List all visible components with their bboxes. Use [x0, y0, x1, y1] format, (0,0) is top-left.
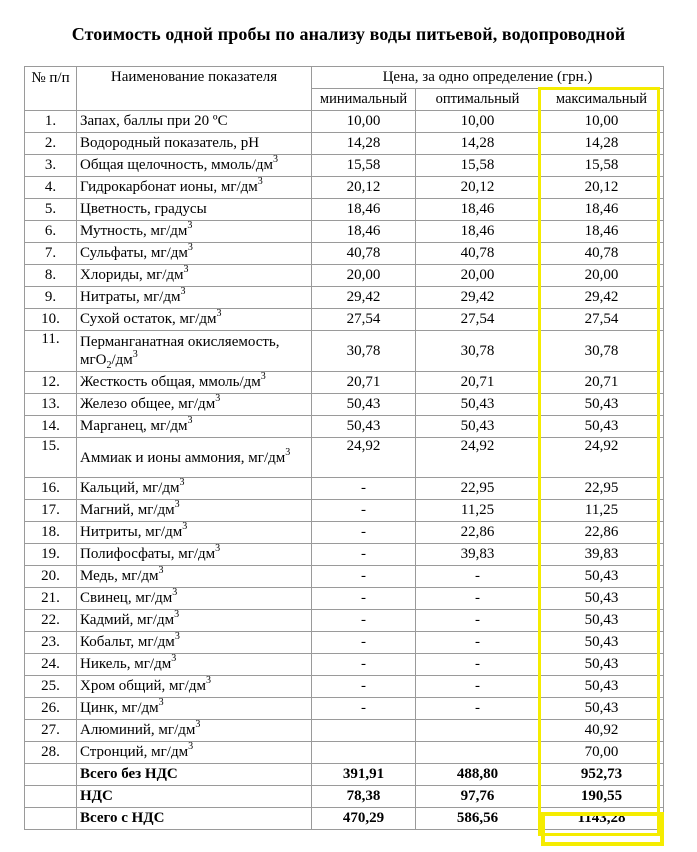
- price-max: 50,43: [540, 416, 664, 438]
- price-max: 24,92: [540, 438, 664, 478]
- price-min: -: [312, 544, 416, 566]
- row-name: [77, 676, 312, 698]
- price-max: 40,78: [540, 243, 664, 265]
- price-max: 22,95: [540, 478, 664, 500]
- row-name: [77, 654, 312, 676]
- row-name: [77, 522, 312, 544]
- row-name: [77, 309, 312, 331]
- total-opt: 586,56: [416, 808, 540, 830]
- row-number: 7.: [25, 243, 77, 265]
- price-opt: -: [416, 566, 540, 588]
- price-min: -: [312, 654, 416, 676]
- row-name-text: Алюминий, мг/дм: [80, 722, 196, 738]
- price-max: 50,43: [540, 588, 664, 610]
- row-name-text: Никель, мг/дм: [80, 656, 172, 672]
- price-opt: [416, 742, 540, 764]
- row-number: 22.: [25, 610, 77, 632]
- row-name-text: Хлориды, мг/дм: [80, 267, 184, 283]
- row-number: 27.: [25, 720, 77, 742]
- price-table: [24, 66, 664, 830]
- row-number: 20.: [25, 566, 77, 588]
- row-number: 10.: [25, 309, 77, 331]
- price-max: 29,42: [540, 287, 664, 309]
- row-name-text: Общая щелочность, ммоль/дм: [80, 157, 274, 173]
- price-opt: -: [416, 654, 540, 676]
- price-min: 20,12: [312, 177, 416, 199]
- row-name-text: Медь, мг/дм: [80, 568, 159, 584]
- header-opt: оптимальный: [416, 89, 540, 111]
- total-label: Всего с НДС: [77, 808, 312, 830]
- table-row: [25, 416, 664, 438]
- price-min: -: [312, 478, 416, 500]
- table-row: [25, 438, 664, 478]
- price-min: 20,71: [312, 372, 416, 394]
- row-name-text: Перманганатная окисляемость, мгО: [80, 334, 280, 368]
- row-name: [77, 111, 312, 133]
- price-max: 50,43: [540, 566, 664, 588]
- total-label: Всего без НДС: [77, 764, 312, 786]
- row-name: [77, 416, 312, 438]
- price-max: 50,43: [540, 610, 664, 632]
- row-unit-power: 3: [215, 543, 221, 554]
- price-opt: -: [416, 676, 540, 698]
- table-row: [25, 287, 664, 309]
- price-opt: 20,71: [416, 372, 540, 394]
- table-row: [25, 720, 664, 742]
- row-name: [77, 372, 312, 394]
- row-number: 15.: [25, 438, 77, 478]
- price-max: 50,43: [540, 394, 664, 416]
- row-name: [77, 610, 312, 632]
- price-min: 30,78: [312, 331, 416, 372]
- row-name: [77, 265, 312, 287]
- row-number: 28.: [25, 742, 77, 764]
- table-row: [25, 588, 664, 610]
- price-opt: -: [416, 588, 540, 610]
- row-name-text: Гидрокарбонат ионы, мг/дм: [80, 179, 258, 195]
- price-max: 50,43: [540, 632, 664, 654]
- row-name-text: Водородный показатель, pH: [80, 135, 260, 151]
- price-opt: [416, 720, 540, 742]
- row-name-text: Марганец, мг/дм: [80, 418, 188, 434]
- row-name: [77, 478, 312, 500]
- price-opt: 22,95: [416, 478, 540, 500]
- row-name: [77, 331, 312, 372]
- row-unit-power: 3: [132, 349, 138, 360]
- table-row: [25, 610, 664, 632]
- row-unit-power: 3: [260, 371, 266, 382]
- price-opt: 20,12: [416, 177, 540, 199]
- price-min: 10,00: [312, 111, 416, 133]
- row-number: 21.: [25, 588, 77, 610]
- row-name: [77, 287, 312, 309]
- row-name: [77, 438, 312, 478]
- price-min: -: [312, 500, 416, 522]
- row-number: 17.: [25, 500, 77, 522]
- price-opt: 15,58: [416, 155, 540, 177]
- row-number: 11.: [25, 331, 77, 372]
- table-row: [25, 544, 664, 566]
- price-opt: -: [416, 698, 540, 720]
- price-min: 29,42: [312, 287, 416, 309]
- row-unit-power: 3: [273, 154, 279, 165]
- table-row: [25, 243, 664, 265]
- table-row: [25, 221, 664, 243]
- row-name: [77, 243, 312, 265]
- row-name: [77, 742, 312, 764]
- price-min: 14,28: [312, 133, 416, 155]
- total-opt: 488,80: [416, 764, 540, 786]
- row-name-text: Нитриты, мг/дм: [80, 524, 183, 540]
- row-unit-power: 3: [215, 393, 221, 404]
- row-number: 1.: [25, 111, 77, 133]
- row-number: 3.: [25, 155, 77, 177]
- price-max: 15,58: [540, 155, 664, 177]
- row-name-text: Магний, мг/дм: [80, 502, 175, 518]
- row-unit-sub: 2: [106, 360, 112, 371]
- price-opt: 50,43: [416, 394, 540, 416]
- price-max: 18,46: [540, 221, 664, 243]
- row-name: [77, 698, 312, 720]
- table-row: [25, 698, 664, 720]
- price-min: -: [312, 698, 416, 720]
- price-opt: 50,43: [416, 416, 540, 438]
- price-max: 20,71: [540, 372, 664, 394]
- price-opt: 20,00: [416, 265, 540, 287]
- row-number: 25.: [25, 676, 77, 698]
- row-unit-power: 3: [216, 308, 222, 319]
- price-max: 39,83: [540, 544, 664, 566]
- total-min: 391,91: [312, 764, 416, 786]
- price-opt: 11,25: [416, 500, 540, 522]
- price-max: 20,00: [540, 265, 664, 287]
- row-name-text: Полифосфаты, мг/дм: [80, 546, 216, 562]
- row-name-text: Кадмий, мг/дм: [80, 612, 175, 628]
- row-number: 8.: [25, 265, 77, 287]
- row-name-text: Свинец, мг/дм: [80, 590, 173, 606]
- header-min: минимальный: [312, 89, 416, 111]
- header-max: максимальный: [540, 89, 664, 111]
- price-min: -: [312, 522, 416, 544]
- row-name-text: Запах, баллы при 20 ºС: [80, 113, 228, 129]
- price-opt: 14,28: [416, 133, 540, 155]
- row-unit-power: 3: [180, 286, 186, 297]
- row-name-text: Стронций, мг/дм: [80, 744, 189, 760]
- header-price: [312, 67, 664, 89]
- header-num: [25, 67, 77, 111]
- total-opt: 97,76: [416, 786, 540, 808]
- price-max: 40,92: [540, 720, 664, 742]
- price-max: 50,43: [540, 676, 664, 698]
- row-name-text: Жесткость общая, ммоль/дм: [80, 374, 261, 390]
- row-unit-power: 3: [257, 176, 263, 187]
- price-min: 40,78: [312, 243, 416, 265]
- table-row: [25, 654, 664, 676]
- table-row: [25, 522, 664, 544]
- total-max: 1143,28: [540, 808, 664, 830]
- row-name-text: Сухой остаток, мг/дм: [80, 311, 217, 327]
- price-max: 70,00: [540, 742, 664, 764]
- row-number: 14.: [25, 416, 77, 438]
- price-min: -: [312, 566, 416, 588]
- price-max: 10,00: [540, 111, 664, 133]
- row-number: 9.: [25, 287, 77, 309]
- price-opt: 29,42: [416, 287, 540, 309]
- total-row: [25, 808, 664, 830]
- total-blank: [25, 786, 77, 808]
- table-row: [25, 478, 664, 500]
- price-opt: 40,78: [416, 243, 540, 265]
- row-unit-power: 3: [285, 446, 291, 458]
- price-min: [312, 742, 416, 764]
- price-max: 22,86: [540, 522, 664, 544]
- row-number: 2.: [25, 133, 77, 155]
- price-min: -: [312, 610, 416, 632]
- row-number: 23.: [25, 632, 77, 654]
- price-max: 50,43: [540, 654, 664, 676]
- row-unit-rest: /дм: [111, 352, 133, 368]
- table-row: [25, 632, 664, 654]
- price-min: 50,43: [312, 416, 416, 438]
- row-unit-power: 3: [174, 609, 180, 620]
- price-opt: 27,54: [416, 309, 540, 331]
- row-number: 13.: [25, 394, 77, 416]
- row-number: 6.: [25, 221, 77, 243]
- price-max: 18,46: [540, 199, 664, 221]
- price-opt: 18,46: [416, 199, 540, 221]
- table-row: [25, 742, 664, 764]
- table-row: [25, 177, 664, 199]
- price-max: 11,25: [540, 500, 664, 522]
- price-opt: 18,46: [416, 221, 540, 243]
- price-min: -: [312, 632, 416, 654]
- table-row: [25, 394, 664, 416]
- row-unit-power: 3: [187, 220, 193, 231]
- price-max: 27,54: [540, 309, 664, 331]
- table-row: [25, 133, 664, 155]
- table-row: [25, 566, 664, 588]
- price-opt: 24,92: [416, 438, 540, 478]
- total-min: 470,29: [312, 808, 416, 830]
- price-min: 18,46: [312, 199, 416, 221]
- price-min: -: [312, 676, 416, 698]
- row-unit-power: 3: [174, 499, 180, 510]
- price-opt: 22,86: [416, 522, 540, 544]
- row-unit-power: 3: [195, 719, 201, 730]
- price-opt: -: [416, 610, 540, 632]
- row-name-text: Цинк, мг/дм: [80, 700, 159, 716]
- row-name-text: Хром общий, мг/дм: [80, 678, 206, 694]
- table-row: [25, 372, 664, 394]
- row-number: 26.: [25, 698, 77, 720]
- total-min: 78,38: [312, 786, 416, 808]
- price-max: 30,78: [540, 331, 664, 372]
- price-max: 50,43: [540, 698, 664, 720]
- table-row: [25, 199, 664, 221]
- table-row: [25, 155, 664, 177]
- header-name-label: Наименование показателя: [110, 69, 278, 85]
- row-name: [77, 199, 312, 221]
- price-opt: -: [416, 632, 540, 654]
- header-name: [77, 67, 312, 111]
- price-opt: 10,00: [416, 111, 540, 133]
- row-number: 5.: [25, 199, 77, 221]
- row-unit-power: 3: [158, 697, 164, 708]
- row-unit-power: 3: [174, 631, 180, 642]
- row-name-text: Кальций, мг/дм: [80, 480, 180, 496]
- row-name: [77, 133, 312, 155]
- row-name-text: Сульфаты, мг/дм: [80, 245, 188, 261]
- price-min: 20,00: [312, 265, 416, 287]
- price-min: 15,58: [312, 155, 416, 177]
- row-unit-power: 3: [183, 264, 189, 275]
- total-max: 952,73: [540, 764, 664, 786]
- table-row: [25, 309, 664, 331]
- row-unit-power: 3: [182, 521, 188, 532]
- price-max: 14,28: [540, 133, 664, 155]
- row-name-text: Нитраты, мг/дм: [80, 289, 181, 305]
- header-price-label: Цена, за одно определение (грн.): [382, 69, 593, 85]
- row-name: [77, 566, 312, 588]
- price-min: 24,92: [312, 438, 416, 478]
- row-name: [77, 394, 312, 416]
- row-unit-power: 3: [172, 587, 178, 598]
- row-name-text: Мутность, мг/дм: [80, 223, 188, 239]
- total-blank: [25, 808, 77, 830]
- row-number: 12.: [25, 372, 77, 394]
- row-number: 16.: [25, 478, 77, 500]
- page-title: Стоимость одной пробы по анализу воды питьевой, водопроводной: [71, 24, 626, 44]
- header-num-label: № п/п: [31, 70, 70, 86]
- row-name: [77, 632, 312, 654]
- price-min: 27,54: [312, 309, 416, 331]
- price-opt: 39,83: [416, 544, 540, 566]
- total-max: 190,55: [540, 786, 664, 808]
- price-opt: 30,78: [416, 331, 540, 372]
- row-unit-power: 3: [205, 675, 211, 686]
- row-name-text: Кобальт, мг/дм: [80, 634, 175, 650]
- row-name: [77, 588, 312, 610]
- table-row: [25, 111, 664, 133]
- row-name: [77, 720, 312, 742]
- row-name: [77, 500, 312, 522]
- total-row: [25, 764, 664, 786]
- total-label: НДС: [77, 786, 312, 808]
- row-name-text: Железо общее, мг/дм: [80, 396, 216, 412]
- price-min: 18,46: [312, 221, 416, 243]
- row-number: 19.: [25, 544, 77, 566]
- table-row: [25, 331, 664, 372]
- row-unit-power: 3: [188, 741, 194, 752]
- row-name-text: Цветность, градусы: [80, 201, 207, 217]
- table-row: [25, 676, 664, 698]
- row-unit-power: 3: [179, 477, 185, 488]
- row-number: 18.: [25, 522, 77, 544]
- price-min: 50,43: [312, 394, 416, 416]
- total-row: [25, 786, 664, 808]
- row-name: [77, 544, 312, 566]
- price-min: -: [312, 588, 416, 610]
- total-blank: [25, 764, 77, 786]
- row-unit-power: 3: [187, 415, 193, 426]
- row-number: 24.: [25, 654, 77, 676]
- row-name: [77, 155, 312, 177]
- price-min: [312, 720, 416, 742]
- row-unit-power: 3: [158, 565, 164, 576]
- price-max: 20,12: [540, 177, 664, 199]
- row-unit-power: 3: [171, 653, 177, 664]
- row-number: 4.: [25, 177, 77, 199]
- row-name: [77, 177, 312, 199]
- row-name-text: Аммиак и ионы аммония, мг/дм: [80, 449, 286, 466]
- row-name: [77, 221, 312, 243]
- row-unit-power: 3: [187, 242, 193, 253]
- table-row: [25, 265, 664, 287]
- table-row: [25, 500, 664, 522]
